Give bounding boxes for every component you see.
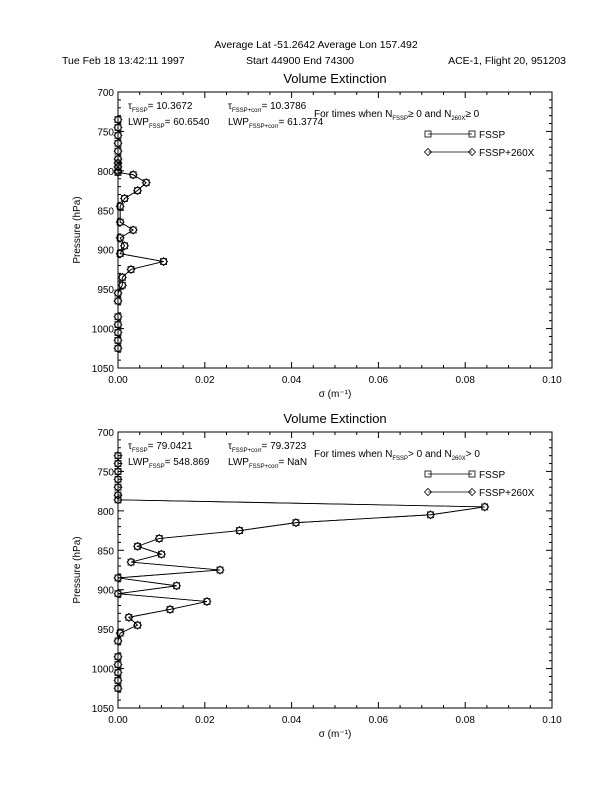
legend-label-fssp-260x: FSSP+260X bbox=[479, 148, 535, 159]
x-tick-label: 0.10 bbox=[542, 375, 562, 386]
header-average-lat-lon: Average Lat -51.2642 Average Lon 157.492 bbox=[214, 39, 418, 51]
series-line-fssp bbox=[118, 120, 164, 349]
chart-panel-2 bbox=[72, 411, 562, 740]
x-tick-label: 0.08 bbox=[455, 375, 475, 386]
y-tick-label: 700 bbox=[97, 428, 114, 439]
annotation-tau-fssp-corr-part-1: FSSP+corr bbox=[231, 448, 262, 454]
annotation-tau-fssp-part-0: τ bbox=[128, 441, 132, 452]
annotation-lwp-fssp-part-0: LWP bbox=[128, 457, 149, 468]
x-tick-label: 0.00 bbox=[108, 375, 128, 386]
annotation-tau-fssp-corr bbox=[228, 101, 307, 114]
y-tick-label: 900 bbox=[97, 245, 114, 257]
annotation-condition-part-1: FSSP bbox=[392, 456, 409, 462]
chart-title: Volume Extinction bbox=[283, 411, 387, 426]
header-date: Tue Feb 18 13:42:11 1997 bbox=[62, 55, 185, 67]
annotation-lwp-fssp-part-0: LWP bbox=[128, 117, 149, 128]
annotation-condition-part-0: For times when N bbox=[314, 449, 393, 460]
annotation-lwp-fssp-corr-part-1: FSSP+corr bbox=[248, 124, 279, 130]
annotation-condition-part-2: ≥ 0 and N bbox=[408, 109, 452, 120]
annotation-lwp-fssp-corr-part-0: LWP bbox=[228, 117, 249, 128]
annotation-lwp-fssp bbox=[128, 117, 210, 130]
x-tick-label: 0.10 bbox=[542, 715, 562, 726]
header-flight: ACE-1, Flight 20, 951203 bbox=[448, 55, 566, 67]
annotation-lwp-fssp-part-1: FSSP bbox=[148, 124, 165, 130]
y-tick-label: 900 bbox=[97, 585, 114, 597]
x-axis-label: σ (m⁻¹) bbox=[318, 729, 352, 740]
annotation-tau-fssp-corr-part-2: = 10.3786 bbox=[261, 101, 307, 112]
annotation-condition-part-0: For times when N bbox=[314, 109, 393, 120]
legend-label-fssp: FSSP bbox=[479, 470, 506, 481]
annotation-condition-part-3: 260X bbox=[451, 456, 466, 462]
annotation-condition-part-2: > 0 and N bbox=[408, 449, 452, 460]
x-tick-label: 0.02 bbox=[195, 375, 215, 386]
y-tick-label: 1000 bbox=[91, 324, 114, 336]
x-tick-label: 0.04 bbox=[281, 715, 302, 726]
y-tick-label: 850 bbox=[97, 546, 114, 558]
annotation-tau-fssp-part-2: = 79.0421 bbox=[147, 441, 193, 452]
y-tick-label: 950 bbox=[97, 285, 114, 297]
header-start-end: Start 44900 End 74300 bbox=[246, 55, 355, 67]
y-tick-label: 800 bbox=[97, 166, 114, 178]
x-tick-label: 0.00 bbox=[108, 715, 128, 726]
annotation-tau-fssp-part-0: τ bbox=[128, 101, 132, 112]
annotation-lwp-fssp-corr-part-0: LWP bbox=[228, 457, 249, 468]
annotation-tau-fssp bbox=[128, 101, 193, 114]
y-tick-label: 1050 bbox=[91, 704, 114, 715]
annotation-condition-part-3: 260X bbox=[451, 116, 466, 122]
x-tick-label: 0.04 bbox=[281, 375, 302, 386]
annotation-tau-fssp-corr-part-0: τ bbox=[228, 441, 232, 452]
y-tick-label: 1050 bbox=[91, 364, 114, 375]
annotation-lwp-fssp-corr-part-1: FSSP+corr bbox=[248, 464, 279, 470]
x-tick-label: 0.06 bbox=[368, 715, 389, 726]
y-axis-label: Pressure (hPa) bbox=[72, 196, 83, 264]
y-tick-label: 750 bbox=[97, 467, 114, 479]
annotation-condition bbox=[314, 449, 480, 462]
y-axis-label: Pressure (hPa) bbox=[72, 536, 83, 604]
annotation-tau-fssp-corr bbox=[228, 441, 307, 454]
annotation-tau-fssp-corr-part-2: = 79.3723 bbox=[261, 441, 307, 452]
x-tick-label: 0.02 bbox=[195, 715, 215, 726]
annotation-lwp-fssp-corr-part-2: = 61.3774 bbox=[278, 117, 324, 128]
x-tick-label: 0.06 bbox=[368, 375, 389, 386]
annotation-lwp-fssp-part-1: FSSP bbox=[148, 464, 165, 470]
y-tick-label: 1000 bbox=[91, 664, 114, 676]
legend-label-fssp: FSSP bbox=[479, 130, 506, 141]
y-tick-label: 700 bbox=[97, 88, 114, 99]
annotation-lwp-fssp bbox=[128, 457, 210, 470]
series-line-fssp-260x bbox=[118, 120, 164, 349]
annotation-condition bbox=[314, 109, 480, 122]
annotation-condition-part-1: FSSP bbox=[392, 116, 409, 122]
annotation-lwp-fssp-part-2: = 60.6540 bbox=[164, 117, 210, 128]
annotation-condition-part-4: > 0 bbox=[465, 449, 480, 460]
annotation-tau-fssp-corr-part-1: FSSP+corr bbox=[231, 108, 262, 114]
annotation-lwp-fssp-part-2: = 548.869 bbox=[164, 457, 210, 468]
y-tick-label: 950 bbox=[97, 625, 114, 637]
y-tick-label: 800 bbox=[97, 506, 114, 518]
y-tick-label: 750 bbox=[97, 127, 114, 139]
annotation-tau-fssp-part-1: FSSP bbox=[131, 108, 148, 114]
annotation-tau-fssp bbox=[128, 441, 193, 454]
x-tick-label: 0.08 bbox=[455, 715, 475, 726]
annotation-lwp-fssp-corr-part-2: = NaN bbox=[278, 457, 308, 468]
annotation-lwp-fssp-corr bbox=[228, 117, 324, 130]
annotation-tau-fssp-corr-part-0: τ bbox=[228, 101, 232, 112]
annotation-tau-fssp-part-2: = 10.3672 bbox=[147, 101, 193, 112]
y-tick-label: 850 bbox=[97, 206, 114, 218]
annotation-tau-fssp-part-1: FSSP bbox=[131, 448, 148, 454]
annotation-lwp-fssp-corr bbox=[228, 457, 307, 470]
x-axis-label: σ (m⁻¹) bbox=[318, 389, 352, 400]
chart-title: Volume Extinction bbox=[283, 71, 387, 86]
chart-panel-1 bbox=[72, 71, 562, 400]
annotation-condition-part-4: ≥ 0 bbox=[465, 109, 480, 120]
legend-label-fssp-260x: FSSP+260X bbox=[479, 488, 535, 499]
